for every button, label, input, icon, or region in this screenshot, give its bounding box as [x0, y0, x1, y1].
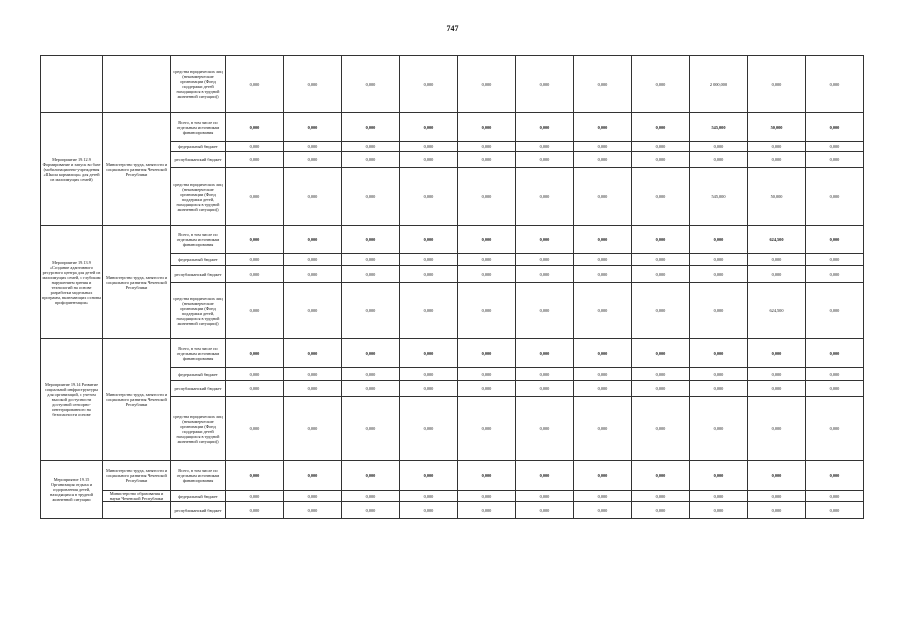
value-cell: 0,000: [400, 461, 458, 491]
value-cell: 0,000: [574, 56, 632, 113]
value-cell: 0,000: [284, 254, 342, 266]
value-cell: 0,000: [342, 368, 400, 381]
value-cell: 0,000: [284, 113, 342, 142]
value-cell: 0,000: [400, 381, 458, 397]
value-cell: 0,000: [342, 502, 400, 519]
value-cell: 0,000: [806, 254, 864, 266]
value-cell: 0,000: [632, 397, 690, 461]
value-cell: 0,000: [574, 381, 632, 397]
value-cell: 0,000: [342, 491, 400, 502]
value-cell: 0,000: [748, 339, 806, 368]
value-cell: 0,000: [690, 368, 748, 381]
executor-cell: Министерство труда, занятости и социального развития Чеченской Республики: [103, 226, 171, 339]
value-cell: 0,000: [458, 113, 516, 142]
value-cell: 0,000: [400, 491, 458, 502]
value-cell: 0,000: [226, 397, 284, 461]
funding-source-cell: республиканский бюджет: [171, 502, 226, 519]
value-cell: 0,000: [748, 152, 806, 168]
table-body: [41, 56, 864, 519]
funding-source-cell: средства юридических лиц (некоммерческие организации (Фонд поддержки детей находящихся в трудной жизненной ситуации)): [171, 56, 226, 113]
value-cell: 0,000: [516, 339, 574, 368]
value-cell: 0,000: [284, 266, 342, 283]
value-cell: 0,000: [458, 152, 516, 168]
funding-source-cell: федеральный бюджет: [171, 142, 226, 152]
value-cell: 0,000: [400, 502, 458, 519]
funding-source-cell: федеральный бюджет: [171, 254, 226, 266]
value-cell: 0,000: [748, 491, 806, 502]
funding-source-cell: республиканский бюджет: [171, 152, 226, 168]
value-cell: 0,000: [342, 226, 400, 254]
value-cell: 0,000: [516, 381, 574, 397]
value-cell: 545,000: [690, 168, 748, 226]
activity-cell: [41, 56, 103, 113]
table-row: [41, 56, 864, 113]
table-row: [41, 226, 864, 254]
value-cell: 545,000: [690, 113, 748, 142]
value-cell: 0,000: [284, 339, 342, 368]
value-cell: 0,000: [284, 381, 342, 397]
value-cell: 0,000: [400, 254, 458, 266]
executor-cell: [103, 502, 171, 519]
table-row: [41, 461, 864, 491]
table-row: [41, 339, 864, 368]
value-cell: 0,000: [342, 283, 400, 339]
value-cell: 0,000: [284, 168, 342, 226]
value-cell: 0,000: [632, 142, 690, 152]
value-cell: 0,000: [226, 339, 284, 368]
value-cell: 0,000: [516, 502, 574, 519]
value-cell: 0,000: [574, 113, 632, 142]
value-cell: 0,000: [574, 226, 632, 254]
activity-cell: Мероприятие 19.14 Развитие социальной инфраструктуры для организаций, с учетом высокой доступности доступной сенсорно-интегрированного на безопасности основе: [41, 339, 103, 461]
value-cell: 0,000: [226, 491, 284, 502]
value-cell: 0,000: [690, 397, 748, 461]
value-cell: 0,000: [806, 491, 864, 502]
value-cell: 0,000: [284, 502, 342, 519]
value-cell: 0,000: [342, 266, 400, 283]
executor-cell: Министерство труда, занятости и социального развития Чеченской Республики: [103, 339, 171, 461]
value-cell: 0,000: [458, 56, 516, 113]
executor-cell: Министерство труда, занятости и социального развития Чеченской Республики: [103, 461, 171, 491]
value-cell: 0,000: [574, 152, 632, 168]
activity-cell: Мероприятие 19.13.9 «Создание адаптивного ресурсного центра для детей из малоимущих семей, с глубоким нарушением зрения и технологий на основе разработки модельных программ, включающих основы профориентации»: [41, 226, 103, 339]
value-cell: 0,000: [516, 283, 574, 339]
value-cell: 0,000: [574, 502, 632, 519]
value-cell: 0,000: [226, 381, 284, 397]
value-cell: 624,500: [748, 226, 806, 254]
value-cell: 0,000: [574, 254, 632, 266]
value-cell: 0,000: [516, 266, 574, 283]
value-cell: 0,000: [516, 461, 574, 491]
value-cell: 0,000: [516, 168, 574, 226]
value-cell: 0,000: [516, 56, 574, 113]
value-cell: 0,000: [226, 168, 284, 226]
value-cell: 0,000: [516, 152, 574, 168]
budget-table: [40, 55, 864, 519]
value-cell: 0,000: [400, 266, 458, 283]
value-cell: 0,000: [400, 283, 458, 339]
value-cell: 0,000: [748, 461, 806, 491]
value-cell: 0,000: [516, 113, 574, 142]
value-cell: 0,000: [342, 168, 400, 226]
value-cell: 0,000: [632, 283, 690, 339]
value-cell: 0,000: [632, 56, 690, 113]
value-cell: 0,000: [806, 113, 864, 142]
value-cell: 0,000: [284, 368, 342, 381]
value-cell: 0,000: [632, 152, 690, 168]
value-cell: 0,000: [574, 142, 632, 152]
value-cell: 0,000: [226, 266, 284, 283]
value-cell: 0,000: [458, 397, 516, 461]
value-cell: 0,000: [690, 461, 748, 491]
value-cell: 0,000: [516, 226, 574, 254]
value-cell: 0,000: [284, 226, 342, 254]
value-cell: 0,000: [400, 226, 458, 254]
funding-source-cell: республиканский бюджет: [171, 266, 226, 283]
value-cell: 0,000: [458, 254, 516, 266]
table-row: [41, 113, 864, 142]
value-cell: 0,000: [806, 368, 864, 381]
value-cell: 0,000: [632, 491, 690, 502]
value-cell: 0,000: [458, 368, 516, 381]
value-cell: 0,000: [632, 266, 690, 283]
value-cell: 0,000: [516, 142, 574, 152]
value-cell: 0,000: [342, 254, 400, 266]
value-cell: 0,000: [748, 142, 806, 152]
value-cell: 0,000: [400, 339, 458, 368]
value-cell: 0,000: [342, 113, 400, 142]
value-cell: 0,000: [458, 339, 516, 368]
value-cell: 0,000: [806, 502, 864, 519]
funding-source-cell: средства юридических лиц (некоммерческие организации (Фонд поддержки детей, находящихся в трудной жизненной ситуации)): [171, 168, 226, 226]
value-cell: 0,000: [806, 142, 864, 152]
table-row: [41, 491, 864, 502]
value-cell: 0,000: [284, 56, 342, 113]
value-cell: 0,000: [748, 502, 806, 519]
value-cell: 0,000: [458, 266, 516, 283]
value-cell: 0,000: [574, 283, 632, 339]
value-cell: 0,000: [806, 339, 864, 368]
funding-source-cell: федеральный бюджет: [171, 491, 226, 502]
table-row: [41, 502, 864, 519]
value-cell: 0,000: [400, 142, 458, 152]
value-cell: 0,000: [226, 254, 284, 266]
executor-cell: [103, 56, 171, 113]
value-cell: 0,000: [806, 266, 864, 283]
value-cell: 0,000: [632, 226, 690, 254]
value-cell: 0,000: [690, 142, 748, 152]
funding-source-cell: Всего, в том числе по отдельным источникам финансирования: [171, 461, 226, 491]
funding-source-cell: федеральный бюджет: [171, 368, 226, 381]
value-cell: 0,000: [458, 168, 516, 226]
value-cell: 0,000: [458, 461, 516, 491]
value-cell: 0,000: [458, 226, 516, 254]
value-cell: 0,000: [226, 56, 284, 113]
value-cell: 0,000: [574, 339, 632, 368]
value-cell: 0,000: [284, 461, 342, 491]
value-cell: 0,000: [342, 339, 400, 368]
value-cell: 0,000: [226, 226, 284, 254]
value-cell: 0,000: [632, 168, 690, 226]
value-cell: 0,000: [458, 381, 516, 397]
value-cell: 0,000: [632, 113, 690, 142]
value-cell: 0,000: [284, 491, 342, 502]
value-cell: 0,000: [342, 56, 400, 113]
value-cell: 0,000: [632, 254, 690, 266]
executor-cell: Министерство труда, занятости и социального развития Чеченской Республики: [103, 113, 171, 226]
value-cell: 0,000: [690, 502, 748, 519]
executor-cell: Министерство образования и науки Чеченской Республики: [103, 491, 171, 502]
value-cell: 0,000: [748, 266, 806, 283]
value-cell: 0,000: [806, 56, 864, 113]
activity-cell: Мероприятие 19.12.9 Формирование и запуск во базе (мобилизационно-учреждения «Школа кормилица» для детей из малоимущих семей): [41, 113, 103, 226]
value-cell: 0,000: [690, 266, 748, 283]
value-cell: 0,000: [806, 226, 864, 254]
value-cell: 0,000: [806, 283, 864, 339]
value-cell: 50,000: [748, 168, 806, 226]
value-cell: 0,000: [226, 368, 284, 381]
value-cell: 0,000: [226, 461, 284, 491]
value-cell: 0,000: [748, 368, 806, 381]
value-cell: 0,000: [226, 152, 284, 168]
value-cell: 0,000: [690, 339, 748, 368]
value-cell: 0,000: [516, 368, 574, 381]
value-cell: 0,000: [574, 368, 632, 381]
value-cell: 0,000: [284, 152, 342, 168]
value-cell: 0,000: [748, 381, 806, 397]
value-cell: 0,000: [690, 254, 748, 266]
value-cell: 0,000: [574, 168, 632, 226]
value-cell: 0,000: [574, 461, 632, 491]
value-cell: 0,000: [690, 491, 748, 502]
value-cell: 0,000: [632, 339, 690, 368]
funding-source-cell: республиканский бюджет: [171, 381, 226, 397]
value-cell: 0,000: [342, 461, 400, 491]
value-cell: 0,000: [458, 502, 516, 519]
value-cell: 0,000: [632, 461, 690, 491]
value-cell: 0,000: [226, 142, 284, 152]
value-cell: 0,000: [574, 397, 632, 461]
value-cell: 0,000: [400, 368, 458, 381]
value-cell: 0,000: [748, 397, 806, 461]
value-cell: 0,000: [632, 502, 690, 519]
value-cell: 0,000: [516, 397, 574, 461]
value-cell: 0,000: [516, 491, 574, 502]
funding-source-cell: средства юридических лиц (некоммерческие организации (Фонд поддержки детей, находящихся в трудной жизненной ситуации)): [171, 283, 226, 339]
value-cell: 0,000: [458, 491, 516, 502]
value-cell: 0,000: [806, 152, 864, 168]
funding-source-cell: Всего, в том числе по отдельным источникам финансирования: [171, 226, 226, 254]
funding-source-cell: Всего, в том числе по отдельным источникам финансирования: [171, 339, 226, 368]
value-cell: 0,000: [574, 266, 632, 283]
value-cell: 0,000: [806, 461, 864, 491]
value-cell: 0,000: [400, 56, 458, 113]
value-cell: 0,000: [690, 152, 748, 168]
value-cell: 0,000: [574, 491, 632, 502]
activity-cell: Мероприятие 19.15 Организация отдыха и оздоровления детей, находящихся в трудной жизненной ситуации: [41, 461, 103, 519]
value-cell: 0,000: [342, 152, 400, 168]
value-cell: 0,000: [806, 381, 864, 397]
value-cell: 0,000: [458, 283, 516, 339]
value-cell: 0,000: [342, 397, 400, 461]
value-cell: 0,000: [806, 168, 864, 226]
value-cell: 0,000: [690, 283, 748, 339]
value-cell: 0,000: [400, 397, 458, 461]
value-cell: 0,000: [690, 226, 748, 254]
value-cell: 0,000: [458, 142, 516, 152]
value-cell: 0,000: [516, 254, 574, 266]
value-cell: 0,000: [400, 113, 458, 142]
value-cell: 0,000: [226, 283, 284, 339]
value-cell: 0,000: [632, 381, 690, 397]
value-cell: 624,500: [748, 283, 806, 339]
value-cell: 0,000: [342, 142, 400, 152]
value-cell: 0,000: [226, 113, 284, 142]
value-cell: 0,000: [284, 283, 342, 339]
value-cell: 0,000: [400, 152, 458, 168]
value-cell: 0,000: [748, 254, 806, 266]
value-cell: 0,000: [632, 368, 690, 381]
value-cell: 2 000,000: [690, 56, 748, 113]
value-cell: 0,000: [748, 56, 806, 113]
funding-source-cell: Всего, в том числе по отдельным источникам финансирования: [171, 113, 226, 142]
value-cell: 0,000: [400, 168, 458, 226]
value-cell: 0,000: [284, 142, 342, 152]
funding-source-cell: средства юридических лиц (некоммерческие организации (Фонд поддержки детей находящихся в трудной жизненной ситуации)): [171, 397, 226, 461]
value-cell: 0,000: [226, 502, 284, 519]
value-cell: 0,000: [690, 381, 748, 397]
page-number: 747: [446, 24, 459, 33]
value-cell: 0,000: [342, 381, 400, 397]
value-cell: 0,000: [284, 397, 342, 461]
value-cell: 50,000: [748, 113, 806, 142]
value-cell: 0,000: [806, 397, 864, 461]
